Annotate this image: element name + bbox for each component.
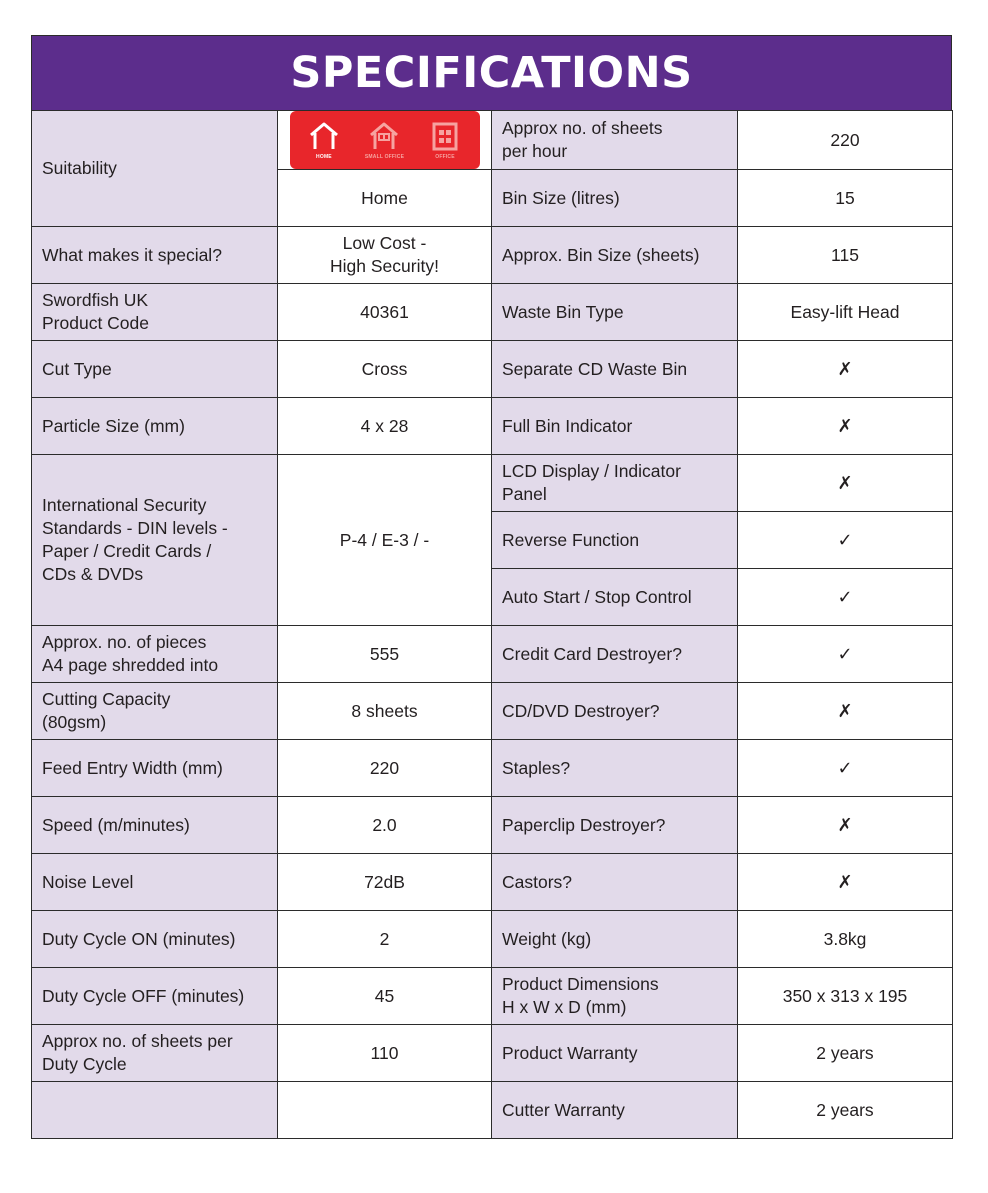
table-row (32, 683, 953, 740)
spec-label: Duty Cycle OFF (minutes) (32, 968, 278, 1025)
spec-value: 2 years (738, 1025, 953, 1082)
table-row (32, 455, 953, 512)
spec-value: 110 (278, 1025, 492, 1082)
table-row (32, 1082, 953, 1139)
check-mark: ✓ (738, 569, 953, 626)
badge-home: HOME (308, 121, 340, 160)
spec-label: Castors? (492, 854, 738, 911)
home-icon (308, 121, 340, 151)
spec-label: Approx. Bin Size (sheets) (492, 227, 738, 284)
spec-label: Product Dimensions H x W x D (mm) (492, 968, 738, 1025)
spec-label: Cut Type (32, 341, 278, 398)
table-row (32, 341, 953, 398)
spec-value: 40361 (278, 284, 492, 341)
cross-mark: ✗ (738, 854, 953, 911)
spec-label: Staples? (492, 740, 738, 797)
table-row (32, 111, 953, 170)
spec-value: 2 years (738, 1082, 953, 1139)
spec-label: Approx no. of sheets per Duty Cycle (32, 1025, 278, 1082)
table-row (32, 626, 953, 683)
suitability-badge (290, 111, 480, 169)
specifications-table (31, 110, 953, 1139)
spec-label: Noise Level (32, 854, 278, 911)
badge-office: OFFICE (429, 121, 461, 160)
spec-label: International Security Standards - DIN levels - Paper / Credit Cards / CDs & DVDs (32, 455, 278, 626)
spec-value: Easy-lift Head (738, 284, 953, 341)
cross-mark: ✗ (738, 398, 953, 455)
spec-label: Swordfish UK Product Code (32, 284, 278, 341)
spec-label: Reverse Function (492, 512, 738, 569)
page-title: SPECIFICATIONS (290, 48, 693, 98)
spec-value: 555 (278, 626, 492, 683)
cross-mark: ✗ (738, 455, 953, 512)
spec-label: Credit Card Destroyer? (492, 626, 738, 683)
table-row (32, 398, 953, 455)
specifications-sheet (31, 35, 952, 1139)
check-mark: ✓ (738, 626, 953, 683)
spec-value: 220 (738, 111, 953, 170)
table-row (32, 797, 953, 854)
small-office-icon (368, 121, 400, 151)
table-row (32, 740, 953, 797)
spec-label: Auto Start / Stop Control (492, 569, 738, 626)
spec-label: Feed Entry Width (mm) (32, 740, 278, 797)
spec-label: Suitability (32, 111, 278, 227)
table-row (32, 911, 953, 968)
spec-value: P-4 / E-3 / - (278, 455, 492, 626)
spec-value: 72dB (278, 854, 492, 911)
suitability-value: Home (278, 170, 492, 227)
spec-label: Waste Bin Type (492, 284, 738, 341)
spec-label: Cutting Capacity (80gsm) (32, 683, 278, 740)
spec-label: Weight (kg) (492, 911, 738, 968)
spec-label: Paperclip Destroyer? (492, 797, 738, 854)
table-row (32, 284, 953, 341)
table-row (32, 1025, 953, 1082)
spec-value: 2 (278, 911, 492, 968)
spec-label: Duty Cycle ON (minutes) (32, 911, 278, 968)
spec-label: Particle Size (mm) (32, 398, 278, 455)
spec-value: 115 (738, 227, 953, 284)
spec-value: 45 (278, 968, 492, 1025)
spec-label: CD/DVD Destroyer? (492, 683, 738, 740)
spec-label: Full Bin Indicator (492, 398, 738, 455)
badge-small-office: SMALL OFFICE (365, 121, 404, 160)
spec-value: Cross (278, 341, 492, 398)
office-icon (429, 121, 461, 151)
spec-value (278, 1082, 492, 1139)
check-mark: ✓ (738, 740, 953, 797)
spec-label: What makes it special? (32, 227, 278, 284)
suitability-badge-cell (278, 111, 492, 170)
spec-label: Separate CD Waste Bin (492, 341, 738, 398)
table-row (32, 227, 953, 284)
cross-mark: ✗ (738, 797, 953, 854)
spec-label: Approx. no. of pieces A4 page shredded into (32, 626, 278, 683)
spec-label: Product Warranty (492, 1025, 738, 1082)
spec-value: 4 x 28 (278, 398, 492, 455)
spec-value: 3.8kg (738, 911, 953, 968)
specifications-header (31, 35, 952, 110)
spec-value: 8 sheets (278, 683, 492, 740)
spec-value: 15 (738, 170, 953, 227)
spec-value: 2.0 (278, 797, 492, 854)
spec-label: Bin Size (litres) (492, 170, 738, 227)
spec-label (32, 1082, 278, 1139)
spec-value: Low Cost - High Security! (278, 227, 492, 284)
cross-mark: ✗ (738, 683, 953, 740)
check-mark: ✓ (738, 512, 953, 569)
spec-value: 350 x 313 x 195 (738, 968, 953, 1025)
spec-label: Approx no. of sheets per hour (492, 111, 738, 170)
spec-value: 220 (278, 740, 492, 797)
table-row (32, 854, 953, 911)
table-row (32, 968, 953, 1025)
spec-label: Speed (m/minutes) (32, 797, 278, 854)
cross-mark: ✗ (738, 341, 953, 398)
spec-label: LCD Display / Indicator Panel (492, 455, 738, 512)
spec-label: Cutter Warranty (492, 1082, 738, 1139)
